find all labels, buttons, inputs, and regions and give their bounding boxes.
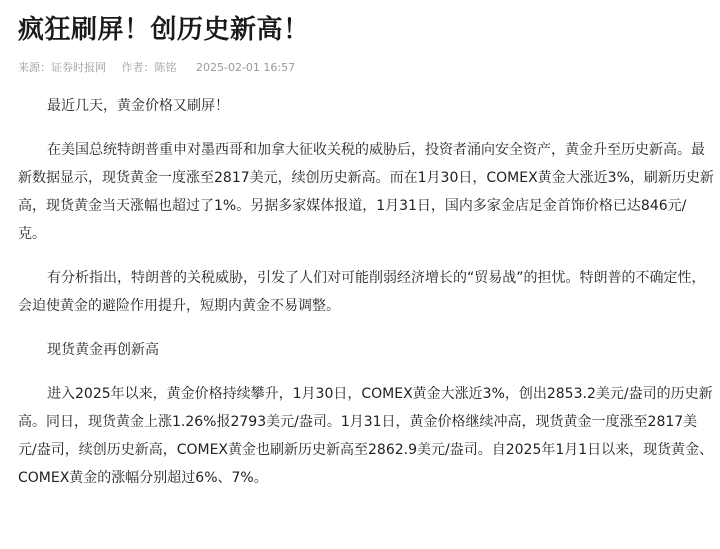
paragraph-intro: 最近几天，黄金价格又刷屏！ (47, 98, 229, 114)
paragraph-1: 在美国总统特朗普重申对墨西哥和加拿大征收关税的威胁后，投资者涌向安全资产，黄金升至历史新高。最新数据显示，现货黄金一度涨至2817美元，续创历史新高。而在1月30日，COMEX黄金大涨近3%，刷新历史新高，现货黄金当天涨幅也超过了1%。另据多家媒体报道，1月31日，国内多家金店足金首饰价格已达846元/克。 (18, 142, 714, 242)
article-source: 来源：证券时报网 (18, 61, 106, 74)
section-heading: 现货黄金再创新高 (47, 342, 159, 358)
paragraph-2: 有分析指出，特朗普的关税威胁，引发了人们对可能削弱经济增长的“贸易战”的担忧。特朗普的不确定性，会迫使黄金的避险作用提升，短期内黄金不易调整。 (18, 270, 706, 314)
article-time: 2025-02-01 16:57 (196, 61, 296, 74)
article-meta (18, 60, 714, 76)
article-body (18, 92, 714, 492)
article-title: 疯狂刷屏！创历史新高！ (18, 15, 310, 45)
article-author: 作者：陈铭 (121, 61, 177, 74)
paragraph-3: 进入2025年以来，黄金价格持续攀升，1月30日，COMEX黄金大涨近3%，创出2853.2美元/盎司的历史新高。同日，现货黄金上涨1.26%报2793美元/盎司。1月31日，黄金价格继续冲高，现货黄金一度涨至2817美元/盎司，续创历史新高，COMEX黄金也刷新历史新高至2862.9美元/盎司。自2025年1月1日以来，现货黄金、COMEX黄金的涨幅分别超过6%、7%。 (18, 386, 714, 486)
